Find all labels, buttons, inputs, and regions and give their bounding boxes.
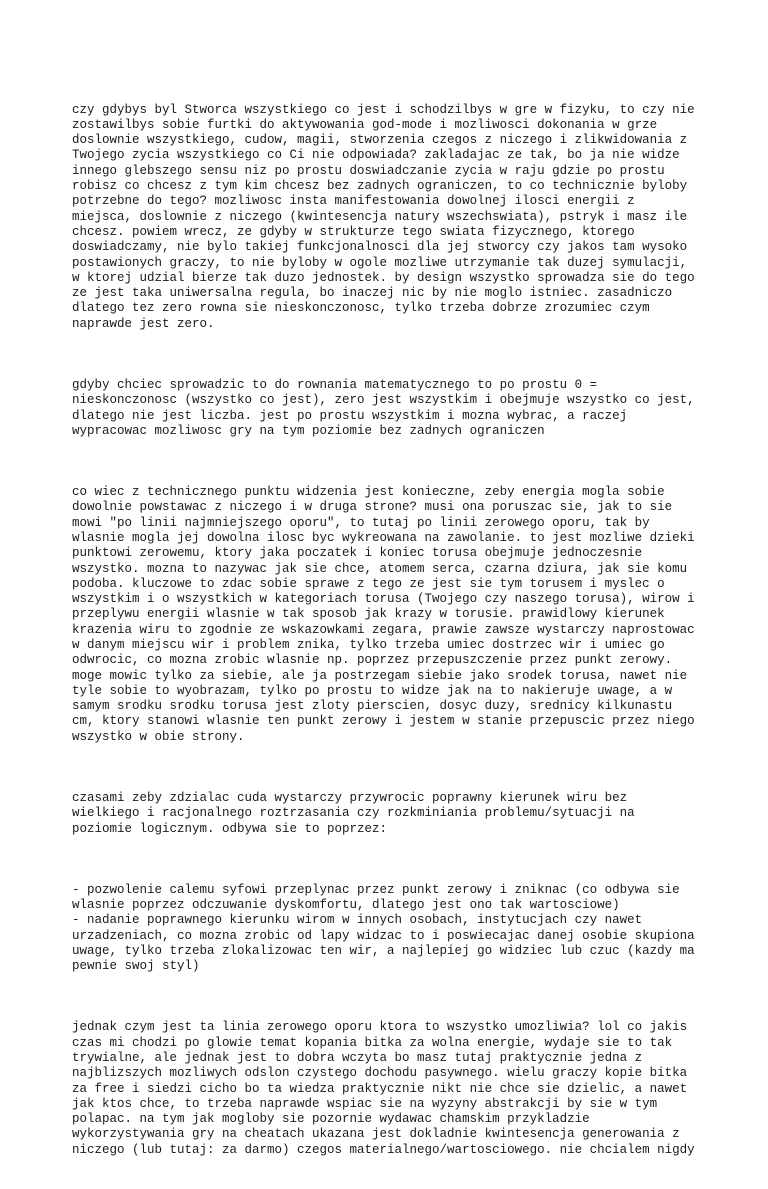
paragraph-2: gdyby chciec sprowadzic to do rownania matematycznego to po prostu 0 = nieskonczonosc (wszystko co jest), zero jest wszystkim i obejmuje wszystko co jest, dlatego nie jest liczba. jest po prostu wszystkim i mozna wybrac, a raczej wypracowac mozliwosc gry na tym poziomie bez zadnych ograniczen [72,377,695,438]
paragraph-6: jednak czym jest ta linia zerowego oporu ktora to wszystko umozliwia? lol co jakis czas mi chodzi po glowie temat kopania bitka za wolna energie, wydaje sie to tak trywialne, ale jednak jest to dobra wczyta bo masz tutaj praktycznie jedna z najblizszych mozliwych odslon czystego dochodu pasywnego. wielu graczy kopie bitka za free i siedzi cicho bo ta wiedza praktycznie nikt nie chce sie dzielic, a nawet jak ktos chce, to trzeba naprawde wspiac sie na wyzyny abstrakcji by sie w tym polapac. na tym jak mogloby sie pozornie wydawac chamskim przykladzie wykorzystywania gry na cheatach ukazana jest dokladnie kwintesencja generowania z niczego (lub tutaj: za darmo) czegos materialnego/wartosciowego. nie chcialem nigdy [72,1020,695,1157]
paragraph-1: czy gdybys byl Stworca wszystkiego co jest i schodzilbys w gre w fizyku, to czy nie zostawilbys sobie furtki do aktywowania god-mode i mozliwosci dokonania w grze doslownie wszystkiego, cudow, magii, stworzenia czegos z niczego i zlikwidowania z Twojego zycia wszystkiego co Ci nie odpowiada? zakladajac ze tak, bo ja nie widze innego glebszego sensu niz po prostu doswiadczanie zycia w raju gdzie po prostu robisz co chcesz z tym kim chcesz bez zadnych ograniczen, to co technicznie byloby potrzebne do tego? mozliwosc insta manifestowania dowolnej ilosci energii z miejsca, doslownie z niczego (kwintesencja natury wszechswiata), pstryk i masz ile chcesz. powiem wrecz, ze gdyby w strukturze tego swiata fizycznego, ktorego doswiadczamy, nie bylo takiej funkcjonalnosci dla jej stworcy czy jakos tam wysoko postawionych graczy, to nie byloby w ogole mozliwe utrzymanie tak duzej symulacji, w ktorej udzial bierze tak duzo jednostek. by design wszystko sprowadza sie do tego ze jest taka uniwersalna regula, bo inaczej nic by nie moglo istniec. zasadniczo dlatego tez zero rowna sie nieskonczonosc, tylko trzeba dobrze zrozumiec czym naprawde jest zero. [72,102,695,331]
document-body [72,72,712,1189]
paragraph-4: czasami zeby zdzialac cuda wystarczy przywrocic poprawny kierunek wiru bez wielkiego i racjonalnego roztrzasania czy rozkminiania problemu/sytuacji na poziomie logicznym. odbywa sie to poprzez: [72,790,635,836]
paragraph-5-list: - pozwolenie calemu syfowi przeplynac przez punkt zerowy i zniknac (co odbywa sie wlasnie poprzez odczuwanie dyskomfortu, dlatego jest ono tak wartosciowe) - nadanie poprawnego kierunku wirom w innych osobach, instytucjach czy nawet urzadzeniach, co mozna zrobic od lapy widzac to i poswiecajac danej osobie skupiona uwage, tylko trzeba zlokalizowac ten wir, a najlepiej go widziec lub czuc (kazdy ma pewnie swoj styl) [72,882,695,974]
paragraph-3: co wiec z technicznego punktu widzenia jest konieczne, zeby energia mogla sobie dowolnie powstawac z niczego i w druga strone? musi ona poruszac sie, jak to sie mowi "po linii najmniejszego oporu", to tutaj po linii zerowego oporu, tak by wlasnie mogla jej dowolna ilosc byc wykreowana na zawolanie. to jest mozliwe dzieki punktowi zerowemu, ktory jaka poczatek i koniec torusa obejmuje jednoczesnie wszystko. mozna to nazywac jak sie chce, atomem serca, czarna dziura, jak sie komu podoba. kluczowe to zdac sobie sprawe z tego ze jest sie tym torusem i myslec o wszystkim i o wszystkich w kategoriach torusa (Twojego czy naszego torusa), wirow i przeplywu energii wlasnie w tak sposob jak krazy w torusie. prawidlowy kierunek krazenia wiru to zgodnie ze wskazowkami zegara, prawie zawsze wystarczy naprostowac w danym miejscu wir i problem znika, tylko trzeba umiec dostrzec wir i umiec go odwrocic, co mozna zrobic wlasnie np. poprzez przepuszczenie przez punkt zerowy. moge mowic tylko za siebie, ale ja postrzegam siebie jako srodek torusa, nawet nie tyle sobie to wyobrazam, tylko po prostu to widze jak na to nakieruje uwage, a w samym srodku srodku torusa jest zloty pierscien, dosyc duzy, srednicy kilkunastu cm, ktory stanowi wlasnie ten punkt zerowy i jestem w stanie przepuscic przez niego wszystko w obie strony. [72,485,695,744]
